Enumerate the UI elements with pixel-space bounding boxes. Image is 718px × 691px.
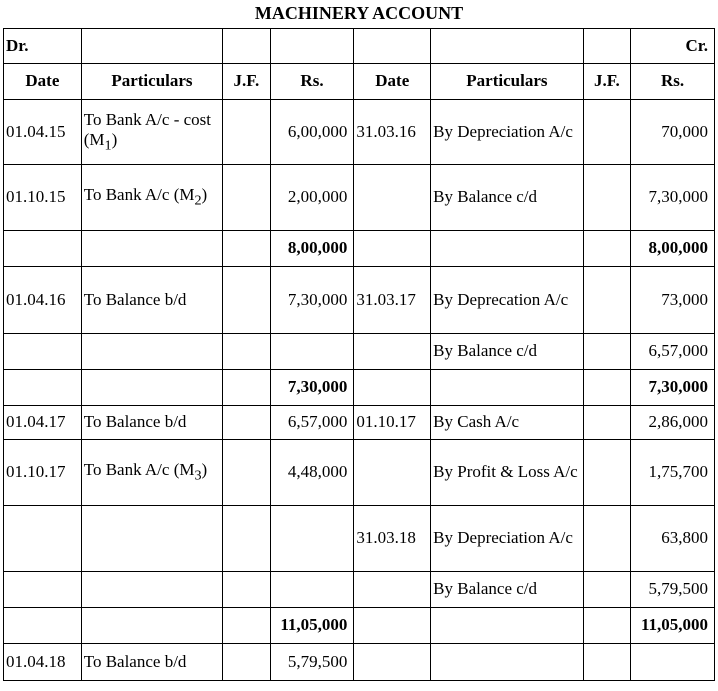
debit-date xyxy=(4,506,82,572)
machine-subscript: 1 xyxy=(104,137,112,154)
credit-jf xyxy=(583,440,630,506)
debit-particulars: To Balance b/d xyxy=(81,406,222,440)
debit-amount: 8,00,000 xyxy=(270,231,354,267)
debit-date xyxy=(4,608,82,644)
debit-jf xyxy=(223,406,270,440)
credit-date xyxy=(354,165,431,231)
debit-amount: 7,30,000 xyxy=(270,267,354,334)
debit-amount: 5,79,500 xyxy=(270,644,354,681)
credit-amount: 7,30,000 xyxy=(631,370,715,406)
debit-jf xyxy=(223,572,270,608)
table-row xyxy=(4,572,715,608)
table-row xyxy=(4,644,715,681)
debit-amount: 6,57,000 xyxy=(270,406,354,440)
credit-particulars xyxy=(431,370,584,406)
credit-date xyxy=(354,644,431,681)
debit-particulars xyxy=(81,506,222,572)
credit-particulars: By Balance c/d xyxy=(431,572,584,608)
credit-jf xyxy=(583,370,630,406)
header-jf-dr: J.F. xyxy=(223,64,270,100)
table-row xyxy=(4,165,715,231)
credit-particulars: By Balance c/d xyxy=(431,165,584,231)
header-amount-dr: Rs. xyxy=(270,64,354,100)
debit-date: 01.04.17 xyxy=(4,406,82,440)
debit-jf xyxy=(223,644,270,681)
machine-subscript: 3 xyxy=(194,467,202,484)
debit-date: 01.04.18 xyxy=(4,644,82,681)
total-row xyxy=(4,608,715,644)
particulars-close: ) xyxy=(201,460,208,480)
credit-date xyxy=(354,231,431,267)
credit-particulars: By Balance c/d xyxy=(431,334,584,370)
particulars-text: To Bank A/c (M xyxy=(83,185,195,205)
header-date-cr: Date xyxy=(354,64,431,100)
credit-date: 31.03.17 xyxy=(354,267,431,334)
debit-date xyxy=(4,334,82,370)
debit-amount: 11,05,000 xyxy=(270,608,354,644)
credit-jf xyxy=(583,572,630,608)
particulars-close: ) xyxy=(111,130,118,149)
credit-amount: 1,75,700 xyxy=(631,440,715,506)
credit-amount: 11,05,000 xyxy=(631,608,715,644)
credit-jf xyxy=(583,100,630,165)
credit-amount: 70,000 xyxy=(631,100,715,165)
credit-date xyxy=(354,608,431,644)
debit-jf xyxy=(223,165,270,231)
debit-date xyxy=(4,231,82,267)
credit-date xyxy=(354,572,431,608)
particulars-text: To Bank A/c - cost (M xyxy=(83,109,211,149)
debit-date xyxy=(4,370,82,406)
credit-jf xyxy=(583,165,630,231)
credit-particulars: By Cash A/c xyxy=(431,406,584,440)
table-row xyxy=(4,406,715,440)
debit-date: 01.04.16 xyxy=(4,267,82,334)
debit-particulars xyxy=(81,572,222,608)
credit-amount: 73,000 xyxy=(631,267,715,334)
debit-particulars xyxy=(81,334,222,370)
credit-amount: 63,800 xyxy=(631,506,715,572)
header-jf-cr: J.F. xyxy=(583,64,630,100)
credit-amount: 7,30,000 xyxy=(631,165,715,231)
credit-jf xyxy=(583,406,630,440)
credit-amount: 8,00,000 xyxy=(631,231,715,267)
credit-particulars: By Depreciation A/c xyxy=(431,506,584,572)
debit-amount xyxy=(270,334,354,370)
header-date-dr: Date xyxy=(4,64,82,100)
credit-jf xyxy=(583,506,630,572)
debit-jf xyxy=(223,334,270,370)
debit-amount xyxy=(270,572,354,608)
credit-jf xyxy=(583,644,630,681)
debit-date: 01.10.17 xyxy=(4,440,82,506)
debit-particulars xyxy=(81,440,222,506)
table-row xyxy=(4,440,715,506)
header-particulars-cr: Particulars xyxy=(431,64,584,100)
dr-cr-row xyxy=(4,29,715,64)
debit-date: 01.10.15 xyxy=(4,165,82,231)
debit-amount: 7,30,000 xyxy=(270,370,354,406)
account-title: MACHINERY ACCOUNT xyxy=(254,3,464,23)
credit-jf xyxy=(583,267,630,334)
credit-date xyxy=(354,370,431,406)
debit-particulars xyxy=(81,608,222,644)
debit-particulars: To Balance b/d xyxy=(81,644,222,681)
total-row xyxy=(4,231,715,267)
credit-particulars xyxy=(431,231,584,267)
cr-label: Cr. xyxy=(631,29,715,64)
credit-date xyxy=(354,440,431,506)
machine-subscript: 2 xyxy=(194,192,202,209)
debit-particulars xyxy=(81,370,222,406)
ledger-table xyxy=(3,28,715,681)
credit-jf xyxy=(583,231,630,267)
debit-jf xyxy=(223,506,270,572)
debit-date: 01.04.15 xyxy=(4,100,82,165)
debit-particulars: To Balance b/d xyxy=(81,267,222,334)
debit-particulars xyxy=(81,100,222,165)
total-row xyxy=(4,370,715,406)
credit-particulars xyxy=(431,608,584,644)
header-amount-cr: Rs. xyxy=(631,64,715,100)
table-row xyxy=(4,334,715,370)
debit-jf xyxy=(223,440,270,506)
table-row xyxy=(4,506,715,572)
header-particulars-dr: Particulars xyxy=(81,64,222,100)
debit-jf xyxy=(223,608,270,644)
debit-amount: 2,00,000 xyxy=(270,165,354,231)
debit-particulars xyxy=(81,231,222,267)
debit-date xyxy=(4,572,82,608)
debit-jf xyxy=(223,370,270,406)
credit-particulars xyxy=(431,644,584,681)
particulars-close: ) xyxy=(201,185,208,205)
credit-date xyxy=(354,334,431,370)
debit-amount: 4,48,000 xyxy=(270,440,354,506)
table-row xyxy=(4,100,715,165)
debit-amount xyxy=(270,506,354,572)
credit-jf xyxy=(583,608,630,644)
debit-jf xyxy=(223,231,270,267)
debit-jf xyxy=(223,267,270,334)
credit-particulars: By Deprecation A/c xyxy=(431,267,584,334)
debit-particulars xyxy=(81,165,222,231)
credit-date: 31.03.16 xyxy=(354,100,431,165)
debit-jf xyxy=(223,100,270,165)
header-row xyxy=(4,64,715,100)
credit-date: 31.03.18 xyxy=(354,506,431,572)
dr-label: Dr. xyxy=(4,29,82,64)
credit-amount: 2,86,000 xyxy=(631,406,715,440)
credit-amount: 6,57,000 xyxy=(631,334,715,370)
credit-particulars: By Profit & Loss A/c xyxy=(431,440,584,506)
credit-particulars: By Depreciation A/c xyxy=(431,100,584,165)
credit-date: 01.10.17 xyxy=(354,406,431,440)
debit-amount: 6,00,000 xyxy=(270,100,354,165)
particulars-text: To Bank A/c (M xyxy=(83,460,195,480)
credit-amount: 5,79,500 xyxy=(631,572,715,608)
credit-amount xyxy=(631,644,715,681)
table-row xyxy=(4,267,715,334)
credit-jf xyxy=(583,334,630,370)
